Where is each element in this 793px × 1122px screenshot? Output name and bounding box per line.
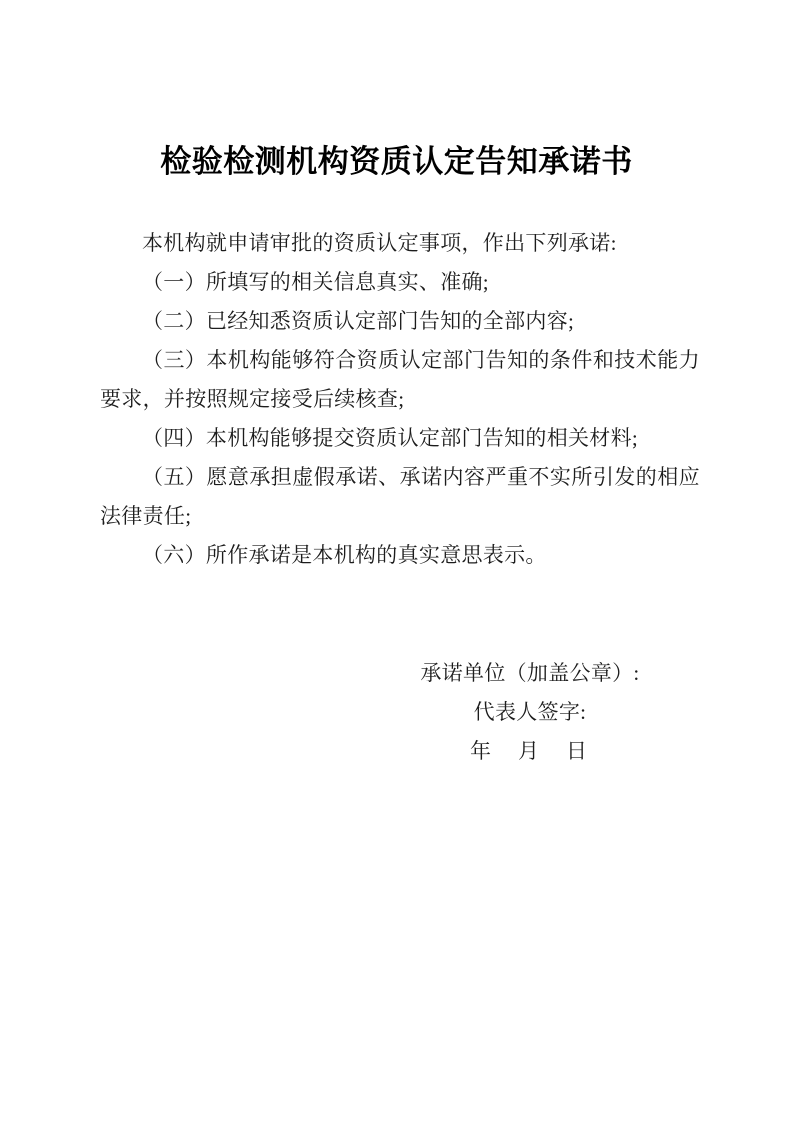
commitment-item-4: （四）本机构能够提交资质认定部门告知的相关材料; (142, 426, 639, 450)
document-body (100, 224, 700, 575)
commitment-item-6: （六）所作承诺是本机构的真实意思表示。 (142, 543, 547, 567)
document-title: 检验检测机构资质认定告知承诺书 (160, 144, 633, 179)
signature-date-line: 年 月 日 (470, 739, 590, 763)
commitment-item-1: （一）所填写的相关信息真实、准确; (142, 270, 489, 294)
signature-representative-line: 代表人签字: (473, 700, 587, 724)
signature-block (400, 654, 660, 771)
commitment-item-2: （二）已经知悉资质认定部门告知的全部内容; (142, 309, 575, 333)
commitment-item-5: （五）愿意承担虚假承诺、承诺内容严重不实所引发的相应法律责任; (100, 465, 700, 528)
intro-paragraph: 本机构就申请审批的资质认定事项，作出下列承诺: (142, 231, 617, 255)
commitment-item-3: （三）本机构能够符合资质认定部门告知的条件和技术能力要求，并按照规定接受后续核查; (100, 348, 700, 411)
signature-unit-line: 承诺单位（加盖公章）: (420, 661, 640, 685)
